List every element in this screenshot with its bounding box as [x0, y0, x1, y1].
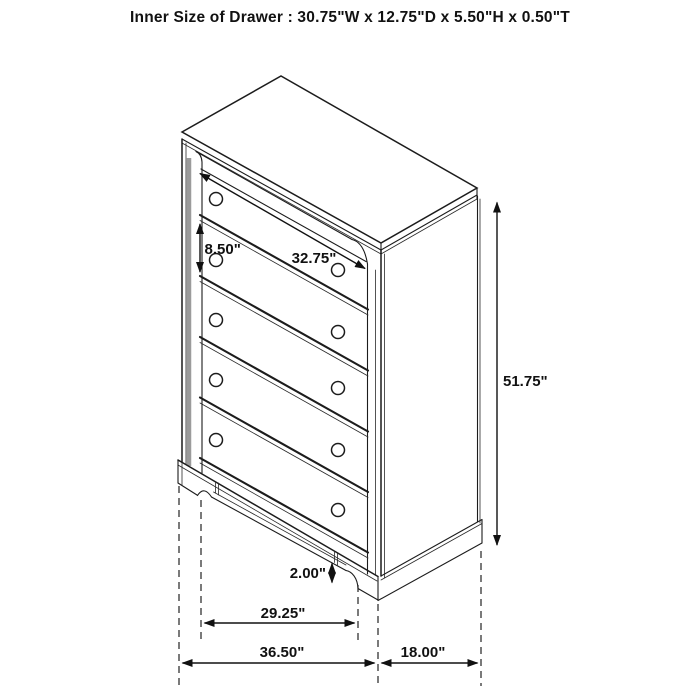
top-right-cove: [352, 240, 368, 265]
dim-label-36-50: 36.50": [259, 644, 305, 661]
drawer-dividers: [200, 169, 368, 558]
right-foot-arch: [346, 571, 358, 589]
dim-overall-depth: [382, 644, 478, 663]
base-top-edge-side: [381, 520, 482, 577]
drawer-knob: [332, 326, 345, 339]
dim-label-32-75: 32.75": [291, 250, 337, 267]
dim-label-29-25: 29.25": [260, 605, 306, 622]
base-top-edge-front-reveal: [178, 465, 377, 581]
drawer-knob: [210, 193, 223, 206]
drawer-knob: [332, 444, 345, 457]
left-foot-arch: [198, 491, 212, 497]
diagram-title: Inner Size of Drawer : 30.75"W x 12.75"D x 5.50"H x 0.50"T: [130, 9, 570, 26]
dim-label-8-50: 8.50": [204, 241, 241, 258]
left-stile-inner-edge: [196, 152, 202, 474]
dim-label-18-00: 18.00": [400, 644, 446, 661]
drawer-knob: [332, 382, 345, 395]
dim-label-51-75: 51.75": [503, 373, 548, 390]
dim-label-2-00: 2.00": [289, 565, 326, 582]
dim-base-foot-height: [290, 564, 332, 583]
dim-feet-span: [205, 605, 355, 623]
cabinet-right-face: [478, 196, 481, 523]
dim-overall-width: [183, 644, 375, 663]
right-foot-bottom: [358, 589, 378, 601]
drawer-knob: [210, 314, 223, 327]
drawer-knob: [210, 374, 223, 387]
left-foot-bottom: [178, 483, 197, 495]
dim-overall-height: [497, 203, 548, 546]
base-bottom-edge-side: [378, 543, 482, 601]
drawer-knob: [332, 504, 345, 517]
base-top-edge-front: [178, 460, 378, 577]
drawer-knob: [210, 434, 223, 447]
top-surface: [182, 76, 477, 243]
